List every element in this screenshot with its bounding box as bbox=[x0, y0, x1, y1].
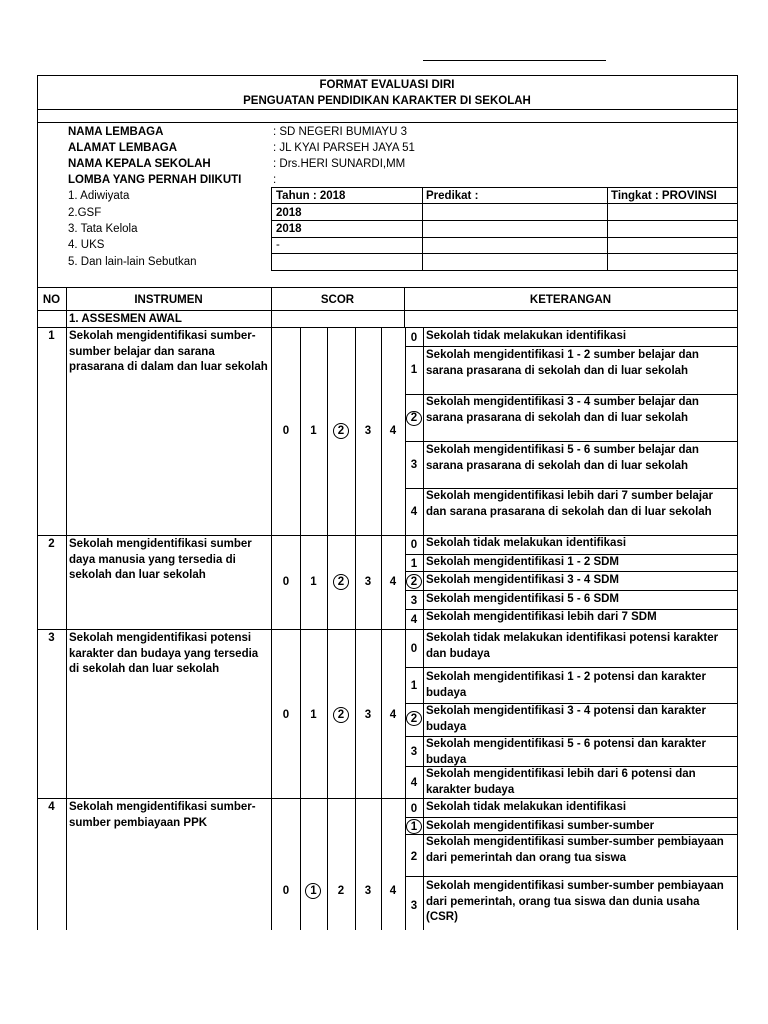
competition-year: Tahun : 2018 bbox=[276, 190, 346, 202]
info-value: : bbox=[273, 174, 277, 186]
score-option: 4 bbox=[389, 425, 397, 437]
keterangan-text: Sekolah mengidentifikasi 1 - 2 sumber belajar dan sarana prasarana di sekolah dan di luar sekolah bbox=[426, 349, 699, 377]
keterangan-score: 3 bbox=[410, 900, 418, 912]
keterangan-score: 0 bbox=[410, 803, 418, 815]
row-instrumen: Sekolah mengidentifikasi sumber daya manusia yang tersedia di sekolah dan luar sekolah bbox=[69, 538, 252, 581]
info-label: LOMBA YANG PERNAH DIIKUTI bbox=[68, 174, 242, 186]
score-option-selected[interactable]: 2 bbox=[337, 425, 345, 437]
keterangan-score: 1 bbox=[410, 680, 418, 692]
row-instrumen: Sekolah mengidentifikasi sumber-sumber pembiayaan PPK bbox=[69, 801, 256, 829]
score-option: 4 bbox=[389, 576, 397, 588]
competition-tingkat: Tingkat : PROVINSI bbox=[611, 190, 717, 202]
keterangan-text: Sekolah tidak melakukan identifikasi potensi karakter dan budaya bbox=[426, 632, 719, 660]
header-keterangan: KETERANGAN bbox=[529, 294, 612, 306]
keterangan-text: Sekolah mengidentifikasi sumber-sumber pembiayaan dari pemerintah, orang tua siswa dan dunia usaha (CSR) bbox=[426, 880, 724, 923]
row-number: 1 bbox=[48, 330, 55, 342]
info-value: : SD NEGERI BUMIAYU 3 bbox=[273, 126, 407, 138]
competition-name: 1. Adiwiyata bbox=[68, 190, 130, 202]
keterangan-score: 2 bbox=[410, 713, 418, 725]
keterangan-text: Sekolah mengidentifikasi sumber-sumber bbox=[426, 820, 655, 832]
info-label: NAMA LEMBAGA bbox=[68, 126, 164, 138]
header-scor: SCOR bbox=[320, 294, 355, 306]
score-option: 1 bbox=[310, 576, 317, 588]
score-option: 3 bbox=[364, 425, 372, 437]
keterangan-score: 4 bbox=[410, 506, 418, 518]
score-option: 0 bbox=[282, 709, 290, 721]
info-value: : Drs.HERI SUNARDI,MM bbox=[273, 158, 406, 170]
keterangan-text: Sekolah mengidentifikasi 3 - 4 SDM bbox=[426, 574, 619, 586]
keterangan-score: 3 bbox=[410, 459, 418, 471]
keterangan-text: Sekolah mengidentifikasi 5 - 6 potensi dan karakter budaya bbox=[426, 738, 706, 766]
frame-right-border bbox=[737, 75, 738, 930]
keterangan-score: 2 bbox=[410, 851, 418, 863]
keterangan-text: Sekolah mengidentifikasi 3 - 4 potensi dan karakter budaya bbox=[426, 705, 706, 733]
score-option: 3 bbox=[364, 576, 372, 588]
row-instrumen: Sekolah mengidentifikasi sumber-sumber belajar dan sarana prasarana di dalam dan luar sekolah bbox=[69, 330, 268, 373]
selected-score-circle bbox=[333, 423, 349, 439]
score-option: 0 bbox=[282, 885, 290, 897]
keterangan-text: Sekolah mengidentifikasi lebih dari 7 sumber belajar dan sarana prasarana di sekolah dan di luar sekolah bbox=[426, 490, 713, 518]
keterangan-score: 2 bbox=[410, 576, 418, 588]
competition-name: 5. Dan lain-lain Sebutkan bbox=[68, 256, 197, 268]
score-option: 0 bbox=[282, 576, 290, 588]
competition-year: - bbox=[276, 239, 280, 251]
form-title: FORMAT EVALUASI DIRI bbox=[319, 79, 455, 91]
info-label: ALAMAT LEMBAGA bbox=[68, 142, 178, 154]
keterangan-text: Sekolah mengidentifikasi 1 - 2 SDM bbox=[426, 556, 619, 568]
header-no: NO bbox=[42, 294, 61, 306]
selected-score-circle bbox=[333, 707, 349, 723]
keterangan-score: 4 bbox=[410, 614, 418, 626]
keterangan-text: Sekolah mengidentifikasi 1 - 2 potensi dan karakter budaya bbox=[426, 671, 706, 699]
score-option: 3 bbox=[364, 885, 372, 897]
keterangan-text: Sekolah mengidentifikasi lebih dari 6 potensi dan karakter budaya bbox=[426, 768, 696, 796]
keterangan-text: Sekolah mengidentifikasi 3 - 4 sumber belajar dan sarana prasarana di sekolah dan di luar sekolah bbox=[426, 396, 699, 424]
keterangan-text: Sekolah mengidentifikasi 5 - 6 sumber belajar dan sarana prasarana di sekolah dan di luar sekolah bbox=[426, 444, 699, 472]
keterangan-score: 1 bbox=[410, 558, 418, 570]
score-option-selected[interactable]: 2 bbox=[337, 709, 345, 721]
competition-name: 2.GSF bbox=[68, 207, 102, 219]
keterangan-text: Sekolah tidak melakukan identifikasi bbox=[426, 330, 627, 342]
keterangan-text: Sekolah tidak melakukan identifikasi bbox=[426, 537, 627, 549]
keterangan-text: Sekolah mengidentifikasi 5 - 6 SDM bbox=[426, 593, 619, 605]
score-option: 2 bbox=[337, 885, 345, 897]
keterangan-score: 2 bbox=[410, 412, 418, 424]
score-option-selected[interactable]: 1 bbox=[310, 885, 317, 897]
keterangan-score: 1 bbox=[410, 364, 418, 376]
selected-score-circle bbox=[406, 411, 422, 426]
row-number: 3 bbox=[48, 632, 55, 644]
competition-year: 2018 bbox=[276, 223, 302, 235]
row-number: 2 bbox=[48, 538, 55, 550]
keterangan-score: 4 bbox=[410, 777, 418, 789]
signature-line bbox=[423, 60, 606, 61]
competition-name: 3. Tata Kelola bbox=[68, 223, 138, 235]
row-instrumen: Sekolah mengidentifikasi potensi karakter dan budaya yang tersedia di sekolah dan luar sekolah bbox=[69, 632, 259, 675]
frame-top-border bbox=[37, 75, 737, 76]
keterangan-score: 3 bbox=[410, 746, 418, 758]
score-option: 1 bbox=[310, 709, 317, 721]
selected-score-circle bbox=[333, 574, 349, 590]
keterangan-score: 1 bbox=[410, 821, 418, 833]
row-number: 4 bbox=[48, 801, 55, 813]
info-value: : JL KYAI PARSEH JAYA 51 bbox=[273, 142, 415, 154]
keterangan-score: 3 bbox=[410, 595, 418, 607]
selected-score-circle bbox=[406, 711, 422, 726]
score-option: 1 bbox=[310, 425, 317, 437]
competition-name: 4. UKS bbox=[68, 239, 105, 251]
competition-year: 2018 bbox=[276, 207, 302, 219]
keterangan-text: Sekolah mengidentifikasi sumber-sumber pembiayaan dari pemerintah dan orang tua siswa bbox=[426, 836, 724, 864]
keterangan-score: 0 bbox=[410, 332, 418, 344]
selected-score-circle bbox=[406, 574, 422, 589]
score-option: 4 bbox=[389, 709, 397, 721]
form-subtitle: PENGUATAN PENDIDIKAN KARAKTER DI SEKOLAH bbox=[243, 95, 531, 107]
selected-score-circle bbox=[406, 819, 422, 834]
info-label: NAMA KEPALA SEKOLAH bbox=[68, 158, 211, 170]
section-title: 1. ASSESMEN AWAL bbox=[69, 313, 182, 325]
score-option-selected[interactable]: 2 bbox=[337, 576, 345, 588]
selected-score-circle bbox=[305, 883, 321, 899]
score-option: 4 bbox=[389, 885, 397, 897]
competition-predikat: Predikat : bbox=[426, 190, 479, 202]
score-option: 3 bbox=[364, 709, 372, 721]
keterangan-text: Sekolah tidak melakukan identifikasi bbox=[426, 801, 627, 813]
keterangan-score: 0 bbox=[410, 643, 418, 655]
keterangan-text: Sekolah mengidentifikasi lebih dari 7 SDM bbox=[426, 611, 657, 623]
header-instrumen: INSTRUMEN bbox=[134, 294, 203, 306]
keterangan-score: 0 bbox=[410, 539, 418, 551]
score-option: 0 bbox=[282, 425, 290, 437]
